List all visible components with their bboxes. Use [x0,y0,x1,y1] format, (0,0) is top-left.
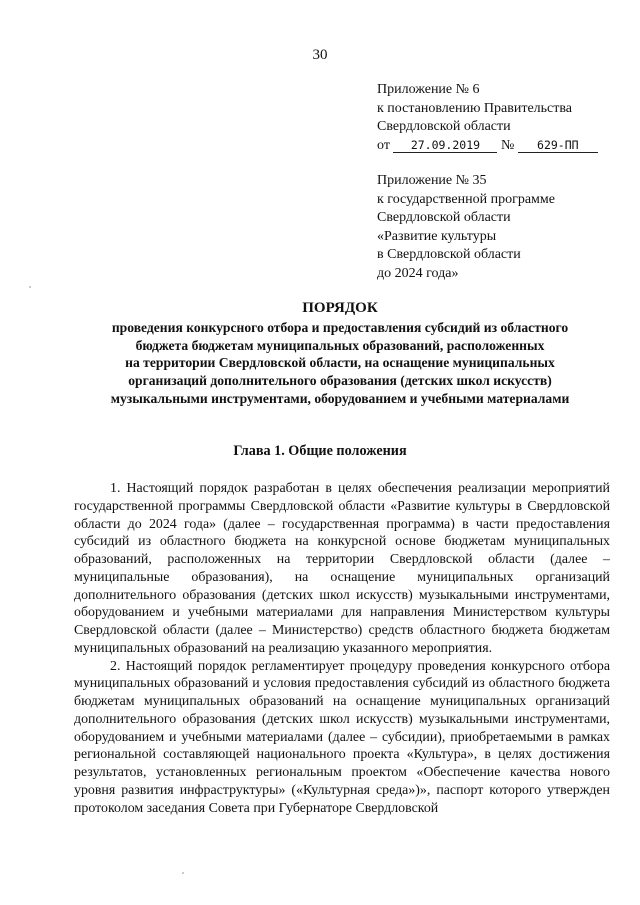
from-label: от [377,137,390,153]
scan-speck [182,872,184,874]
appendix-6-line-3: Свердловской области [377,119,511,134]
title-line-5: музыкальными инструментами, оборудованием и учебными материалами [110,390,570,406]
scan-speck [29,286,31,288]
title-line-1: проведения конкурсного отбора и предоставления субсидий из областного [111,319,569,335]
appendix-35-line-1: Приложение № 35 [377,173,487,188]
paragraph-2: 2. Настоящий порядок регламентирует процедуру проведения конкурсного отбора муниципальных образований и условия предоставления субсидий из областного бюджета бюджетам муниципальных образований на оснащение муниципальных организаций дополнительного образования (детских школ искусств) музыкальными инструментами, оборудованием и учебными материалами (далее – субсидии), приобретаемыми в рамках региональной составляющей национального проекта «Культура», в целях достижения результатов, установленных региональным проектом «Обеспечение качества нового уровня развития инфраструктуры» («Культурная среда»)», паспорт которого утвержден протоколом заседания Совета при Губернаторе Свердловской [74,658,610,816]
appendix-6-date-line [377,137,598,156]
title-main: ПОРЯДОК [302,300,378,316]
appendix-35-line-6: до 2024 года» [377,265,459,281]
appendix-35-line-2: к государственной программе [377,191,555,207]
appendix-6-line-2: к постановлению Правительства [377,100,573,116]
body-text [74,480,610,817]
appendix-6-line-1: Приложение № 6 [377,82,480,97]
decree-date: 27.09.2019 [393,139,497,153]
title-line-3: на территории Свердловской области, на оснащение муниципальных [125,355,555,371]
title-line-4: организаций дополнительного образования (детских школ искусств) [128,373,552,389]
number-label: № [500,137,515,153]
title-line-2: бюджета бюджетам муниципальных образований, расположенных [135,337,545,353]
appendix-6-block [377,81,598,155]
chapter-heading: Глава 1. Общие положения [233,443,407,459]
appendix-35-line-4: «Развитие культуры [377,228,497,244]
appendix-35-block [377,172,555,283]
document-title [60,300,620,408]
appendix-35-line-5: в Свердловской области [377,247,521,262]
page-number: 30 [312,47,328,63]
decree-number: 629-ПП [518,139,598,153]
appendix-35-line-3: Свердловской области [377,210,511,225]
paragraph-1: 1. Настоящий порядок разработан в целях обеспечения реализации мероприятий государственной программы Свердловской области «Развитие культуры в Свердловской области до 2024 года» (далее – государственная программа) в части предоставления субсидий из областного бюджета на конкурсной основе бюджетам муниципальных образований, расположенных на территории Свердловской области (далее – муниципальные образования), на оснащение муниципальных организаций дополнительного образования (детских школ искусств) музыкальными инструментами, оборудованием и учебными материалами для направления Министерством культуры Свердловской области (далее – Министерство) средств областного бюджета бюджетам муниципальных образований на реализацию указанного мероприятия. [74,481,610,656]
